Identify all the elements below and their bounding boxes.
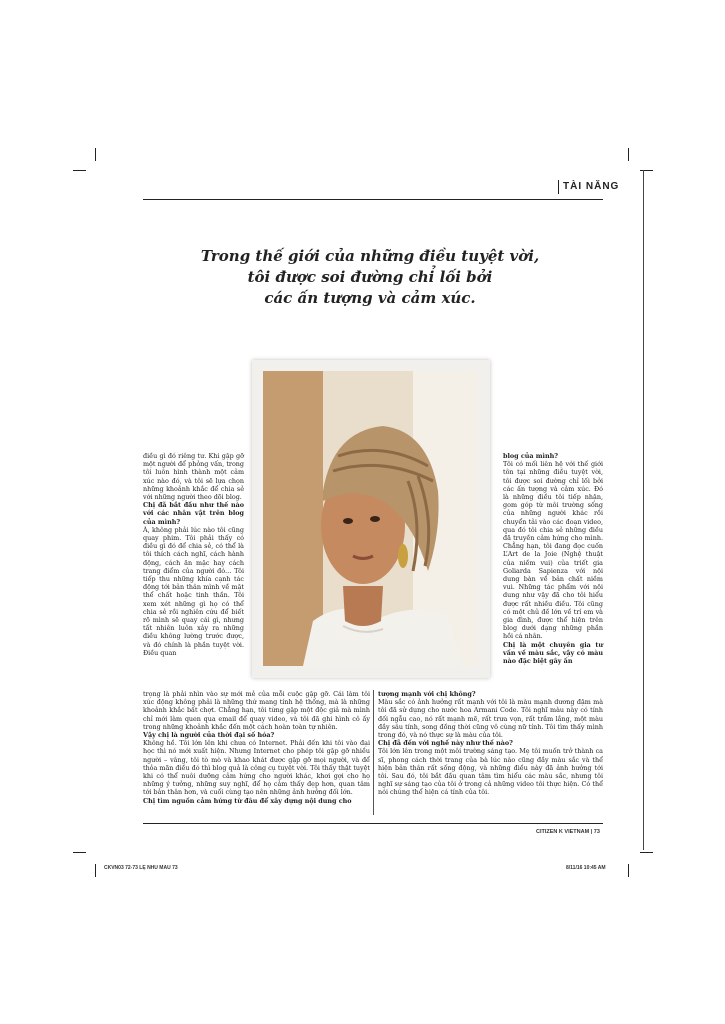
crop-mark [628, 148, 629, 161]
body-text: Màu sắc có ảnh hưởng rất mạnh với tôi là màu mạnh dương đậm mà tôi đã sử dụng cho nước hoa Armani Code. Tôi nghĩ màu này có tính đối ngẫu cao, nó rất mạnh mẽ, rất trưa vọn, rất trầm lắng, một màu đầy sâu tính, song đồng thời cũng vô cùng nữ tính. Tôi tìm thấy mình trong đó, và nó thực sự là màu của tôi. [378, 698, 603, 740]
print-slug-left: CKVN03 72-73 LẸ NHU MAU 73 [104, 865, 178, 871]
crop-mark [640, 170, 653, 171]
text-column-bottom-left [143, 690, 370, 805]
page-footer: CITIZEN K VIETNAM | 73 [536, 829, 600, 835]
crop-mark [73, 170, 86, 171]
crop-mark [628, 864, 629, 877]
interview-question: Chị đã đến với nghề này như thế nào? [378, 739, 513, 748]
body-text: điều gì đó riêng tư. Khi gặp gỡ một người để phỏng vấn, trong tôi luôn hình thành một cảm xúc nào đó, và tôi sẽ lựa chọn những khoảnh khắc để chia sẻ với những người theo dõi blog. [143, 452, 244, 502]
portrait-illustration [263, 371, 478, 666]
pull-quote-line: tôi được soi đường chỉ lối bởi [247, 268, 493, 286]
body-text: Tôi có mối liên hệ với thế giới tôn tại những điều tuyệt vời, tôi được soi đường chỉ lối bởi các ấn tượng và cảm xúc. Đó là những điều tôi tiếp nhận, gom góp từ môi trường sống của những người khác rồi chuyển tải vào các đoạn video, qua đó tôi chia sẻ những điều đã truyền cảm hứng cho mình. Chẳng hạn, tôi đang đọc cuốn L’Art de la Joie (Nghệ thuật của niềm vui) của triết gia Goliarda Sapienza với nội dung bàn về bản chất niềm vui. Những tác phẩm với nội dung như vậy đã cho tôi hiểu được rất nhiều điều. Tôi cũng có một chủ đề lớn về trí em và gia đình, được thể hiện trên blog dưới dạng những phần hồi cá nhân. [503, 460, 603, 641]
pull-quote-line: các ấn tượng và cảm xúc. [264, 289, 476, 307]
interview-question: tượng mạnh với chị không? [378, 690, 476, 698]
top-rule [143, 199, 603, 200]
column-divider [373, 690, 374, 815]
pull-quote-line: Trong thế giới của những điều tuyệt vời, [200, 247, 540, 265]
pull-quote [200, 246, 540, 309]
text-column-bottom-right [378, 690, 603, 797]
interview-question: Chị tìm nguồn cảm hứng từ đâu để xây dựng nội dung cho [143, 796, 352, 805]
bottom-rule [143, 823, 603, 824]
crop-mark [95, 148, 96, 161]
body-text: À, không phải lúc nào tôi cũng quay phim. Tôi phải thấy có điều gì đó để chia sẻ, có thể là tôi thích cách nghĩ, cách hành động, cách ăn mặc hay cách trang điểm của người đó… Tôi tiếp thu những khía cạnh tác động tới bản thân mình về mặt thể chất hoặc tinh thần. Tôi xem xét những gì họ có thể chia sẻ rồi nghiên cứu để biết rõ mình sẽ quay cái gì, nhưng tất nhiên luôn xảy ra những điều không lường trước được, và đó chính là phần tuyệt vời. Điều quan [143, 525, 244, 657]
crop-mark [643, 170, 644, 850]
portrait-photo [263, 371, 478, 666]
section-title: TÀI NĂNG [563, 181, 620, 192]
crop-mark [640, 852, 653, 853]
crop-mark [95, 864, 96, 877]
text-column-right [503, 452, 603, 665]
body-text: trọng là phải nhìn vào sự mới mẻ của mỗi cuộc gặp gỡ. Cái làm tôi xúc động không phải là những thứ mang tính hệ thống, mà là những khoảnh khắc bất chợt. Chẳng hạn, tôi từng gặp một độc giả mà mình chỉ mới làm quen qua email để quay video, và tôi đã ghi hình cô ấy trong những khoảnh khắc đến một cách hoàn toàn tự nhiên. [143, 690, 370, 731]
print-slug-right: 8/11/16 10:45 AM [566, 865, 606, 871]
crop-mark [73, 852, 86, 853]
interview-question: Chị đã bắt đầu như thế nào với các nhân vật trên blog của mình? [143, 501, 244, 526]
text-column-left [143, 452, 244, 657]
interview-question: Chị là một chuyên gia tư vấn về màu sắc, vậy có màu nào đặc biệt gây ấn [503, 640, 603, 666]
interview-question: Vậy chị là người của thời đại số hóa? [143, 731, 275, 740]
section-divider [558, 180, 559, 194]
body-text: Không hề. Tôi lớn lên khi chưa có Internet. Phải đến khi tôi vào đại học thì nó mới xuất hiện. Nhưng Internet cho phép tôi gặp gỡ nhiều người – vâng, tôi tò mò và khao khát được gặp gỡ mọi người, và để thỏa mãn điều đó thì blog quả là công cụ tuyệt vời. Tôi thấy thật tuyệt khi có thể nuôi dưỡng cảm hứng cho người khác, khơi gợi cho họ những ý tưởng, những suy nghĩ, để họ cảm thấy đẹp hơn, quan tâm tới bản thân hơn, và cuối cùng tạo nên những ảnh hưởng đối lớn. [143, 739, 370, 797]
interview-question: blog của mình? [503, 452, 558, 460]
body-text: Tôi lớn lên trong một môi trường sáng tạo. Mẹ tôi muốn trở thành ca sĩ, phong cách thời trang của bà lúc nào cũng đầy màu sắc và thể hiện bản thân rất sống động, và những điều này đã ảnh hưởng tới tôi. Sau đó, tôi bắt đầu quan tâm tìm hiểu các màu sắc, nhưng tôi nghĩ sự sáng tạo của tôi ở trong cả những video tôi thực hiện. Có thể nói chúng thể hiện cá tính của tôi. [378, 747, 603, 797]
